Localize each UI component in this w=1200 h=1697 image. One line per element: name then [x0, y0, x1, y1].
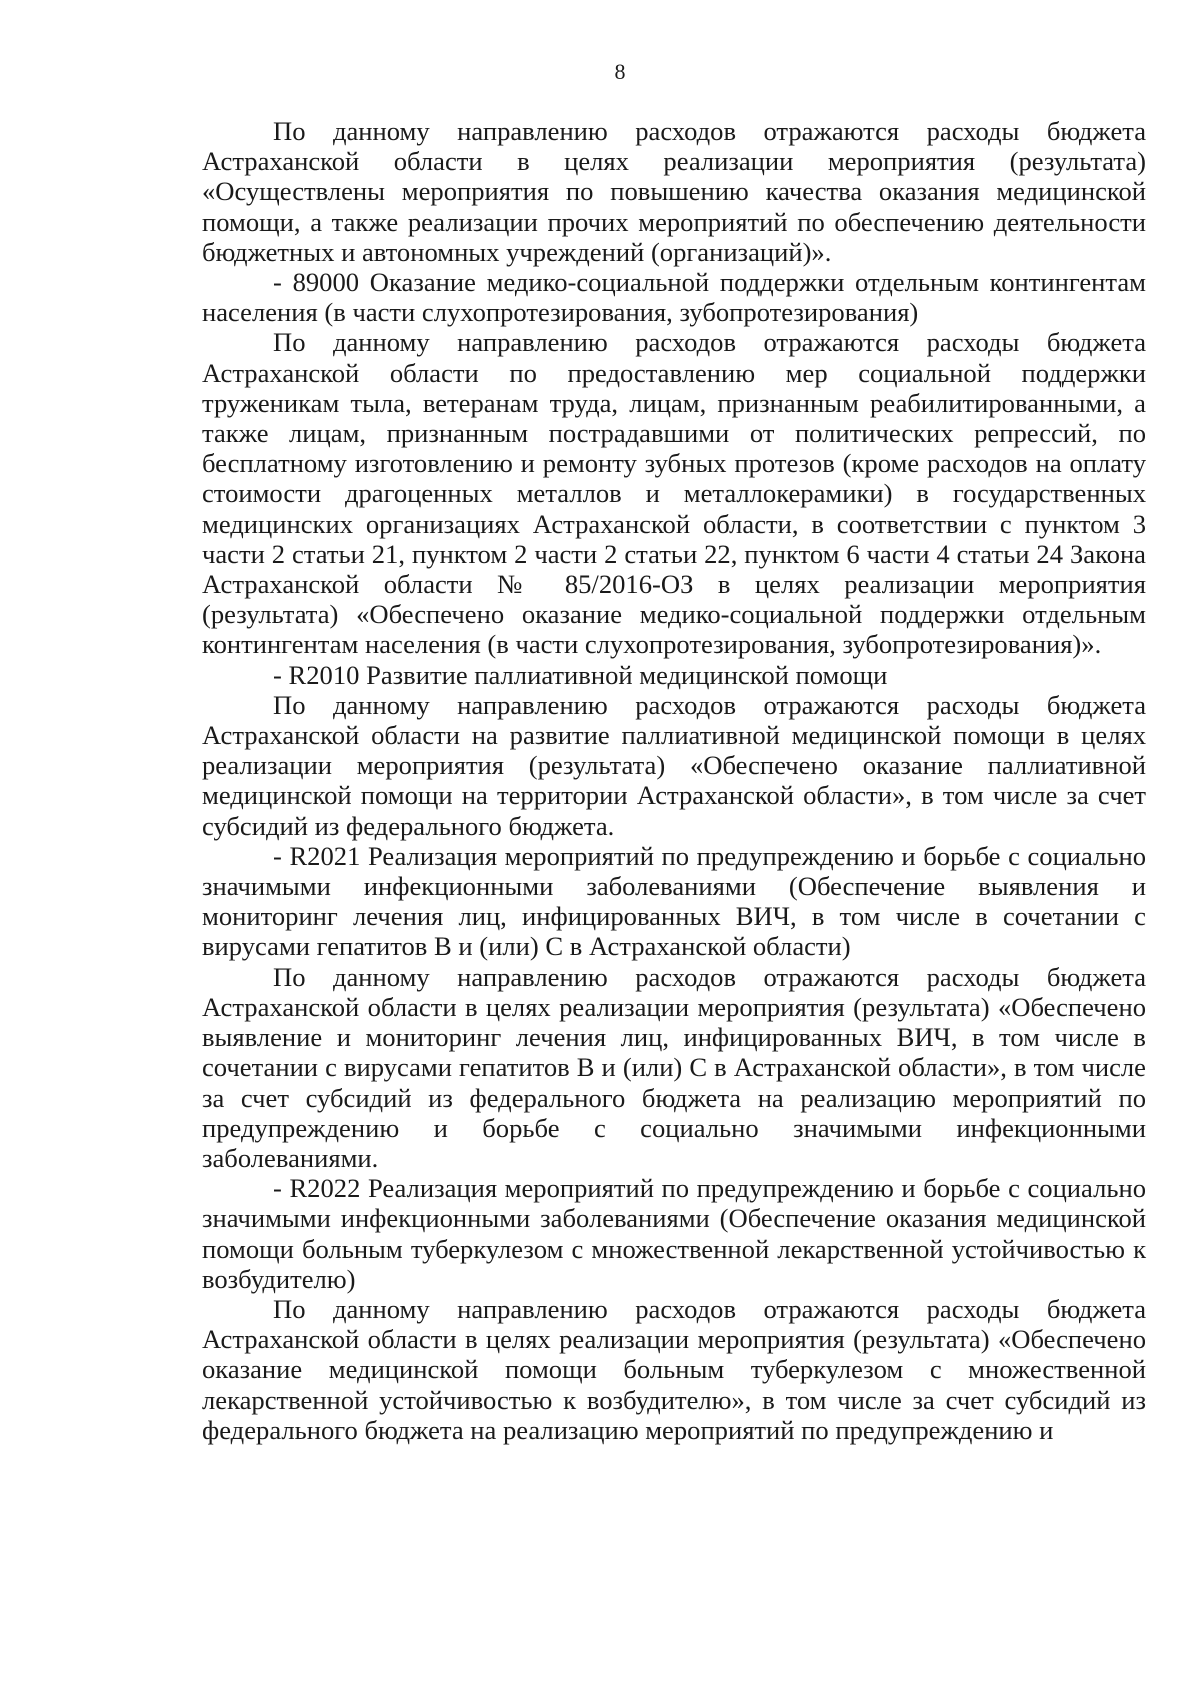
paragraph-code-r2022: - R2022 Реализация мероприятий по предупреждению и борьбе с социально значимыми инфекционными заболеваниями (Обеспечение оказания медицинской помощи больным туберкулезом с множественной лекарственной устойчивостью к возбудителю) [202, 1173, 1146, 1294]
paragraph-code-r2010: - R2010 Развитие паллиативной медицинской помощи [273, 659, 888, 690]
paragraph-expenses-tuberculosis-care: По данному направлению расходов отражаются расходы бюджета Астраханской области в целях реализации мероприятия (результата) «Обеспечено оказание медицинской помощи больным туберкулезом с множественной лекарственной устойчивостью к возбудителю», в том числе за счет субсидий из федерального бюджета на реализацию мероприятий по предупреждению и [202, 1293, 1146, 1445]
paragraph-expenses-hiv-monitoring: По данному направлению расходов отражаются расходы бюджета Астраханской области в целях реализации мероприятия (результата) «Обеспечено выявление и мониторинг лечения лиц, инфицированных ВИЧ, в том числе в сочетании с вирусами гепатитов B и (или) C в Астраханской области», в том числе за счет субсидий из федерального бюджета на реализацию мероприятий по предупреждению и борьбе с социально значимыми инфекционными заболеваниями. [202, 961, 1146, 1173]
paragraph-expenses-palliative-care: По данному направлению расходов отражаются расходы бюджета Астраханской области на развитие паллиативной медицинской помощи в целях реализации мероприятия (результата) «Обеспечено оказание паллиативной медицинской помощи на территории Астраханской области», в том числе за счет субсидий из федерального бюджета. [202, 689, 1146, 841]
paragraph-code-89000: - 89000 Оказание медико-социальной поддержки отдельным контингентам населения (в части слухопротезирования, зубопротезирования) [202, 267, 1146, 328]
paragraph-code-r2021: - R2021 Реализация мероприятий по предупреждению и борьбе с социально значимыми инфекционными заболеваниями (Обеспечение выявления и мониторинг лечения лиц, инфицированных ВИЧ, в том числе в сочетании с вирусами гепатитов B и (или) C в Астраханской области) [202, 840, 1146, 962]
page-number: 8 [614, 59, 626, 84]
paragraph-expenses-quality-care: По данному направлению расходов отражаются расходы бюджета Астраханской области в целях реализации мероприятия (результата) «Осуществлены мероприятия по повышению качества оказания медицинской помощи, а также реализации прочих мероприятий по обеспечению деятельности бюджетных и автономных учреждений (организаций)». [202, 116, 1146, 267]
paragraph-expenses-social-support: По данному направлению расходов отражаются расходы бюджета Астраханской области по предоставлению мер социальной поддержки труженикам тыла, ветеранам труда, лицам, признанным реабилитированными, а также лицам, признанным пострадавшими от политических репрессий, по бесплатному изготовлению и ремонту зубных протезов (кроме расходов на оплату стоимости драгоценных металлов и металлокерамики) в государственных медицинских организациях Астраханской области, в соответствии с пунктом 3 части 2 статьи 21, пунктом 2 части 2 статьи 22, пунктом 6 части 4 статьи 24 Закона Астраханской области № 85/2016-ОЗ в целях реализации мероприятия (результата) «Обеспечено оказание медико-социальной поддержки отдельным контингентам населения (в части слухопротезирования, зубопротезирования)». [202, 327, 1146, 660]
document-body [202, 116, 1146, 1445]
